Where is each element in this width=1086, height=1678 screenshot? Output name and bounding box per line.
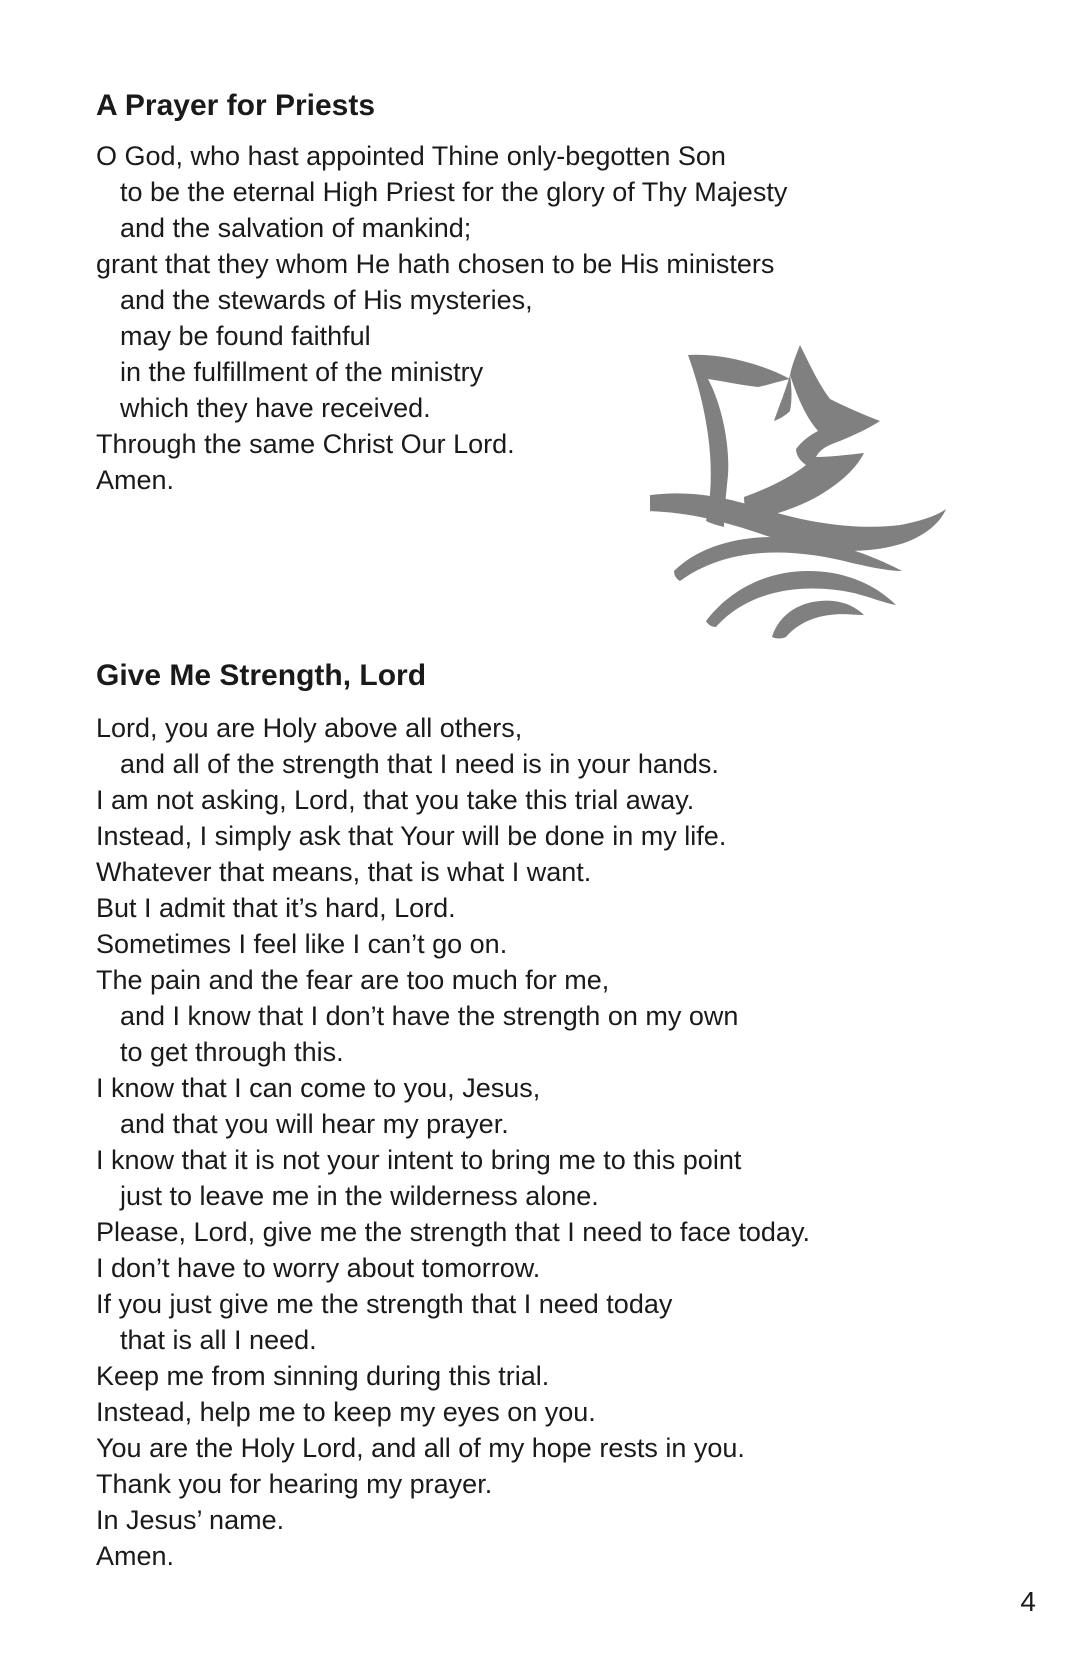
prayer-line: Keep me from sinning during this trial. [96,1361,550,1391]
prayer-line: Amen. [96,1541,175,1571]
prayer-line: Through the same Christ Our Lord. [96,429,515,459]
prayer-line: Whatever that means, that is what I want. [96,857,592,887]
prayer-line: and all of the strength that I need is in your hands. [120,749,719,779]
dove-over-waves-icon [650,345,980,675]
prayer-line: But I admit that it’s hard, Lord. [96,893,456,923]
prayer-lines [96,710,810,1574]
prayer-line: You are the Holy Lord, and all of my hope rests in you. [96,1433,745,1463]
prayer-line: I am not asking, Lord, that you take this trial away. [96,785,695,815]
prayer-line: Instead, help me to keep my eyes on you. [96,1397,596,1427]
prayer-line: Lord, you are Holy above all others, [96,713,523,743]
prayer-line: O God, who hast appointed Thine only-begotten Son [96,141,726,171]
prayer-line: to get through this. [120,1037,344,1067]
prayer-line: Thank you for hearing my prayer. [96,1469,493,1499]
prayer-line: in the fulfillment of the ministry [120,357,484,387]
prayer-line: and I know that I don’t have the strength on my own [120,1001,739,1031]
prayer-line: just to leave me in the wilderness alone. [120,1181,599,1211]
page-number: 4 [1020,1586,1036,1617]
prayer-line: may be found faithful [120,321,371,351]
prayer-line: I don’t have to worry about tomorrow. [96,1253,541,1283]
prayer-title: A Prayer for Priests [96,89,376,122]
prayer-line: I know that it is not your intent to bring me to this point [96,1145,742,1175]
prayer-line: to be the eternal High Priest for the glory of Thy Majesty [120,177,788,207]
prayer-line: which they have received. [120,393,431,423]
prayer-title: Give Me Strength, Lord [96,659,427,692]
prayer-strength [96,658,810,1574]
prayer-line: In Jesus’ name. [96,1505,285,1535]
prayer-line: If you just give me the strength that I need today [96,1289,673,1319]
prayer-line: grant that they whom He hath chosen to be His ministers [96,249,775,279]
wave-shape [772,601,864,639]
prayer-line: and the salvation of mankind; [120,213,472,243]
prayer-line: Sometimes I feel like I can’t go on. [96,929,508,959]
prayer-line: and that you will hear my prayer. [120,1109,509,1139]
prayer-line: that is all I need. [120,1325,317,1355]
prayer-line: The pain and the fear are too much for me, [96,965,610,995]
prayer-line: I know that I can come to you, Jesus, [96,1073,541,1103]
prayer-line: Please, Lord, give me the strength that I need to face today. [96,1217,810,1247]
prayer-line: and the stewards of His mysteries, [120,285,533,315]
prayer-line: Instead, I simply ask that Your will be done in my life. [96,821,727,851]
prayer-line: Amen. [96,465,175,495]
